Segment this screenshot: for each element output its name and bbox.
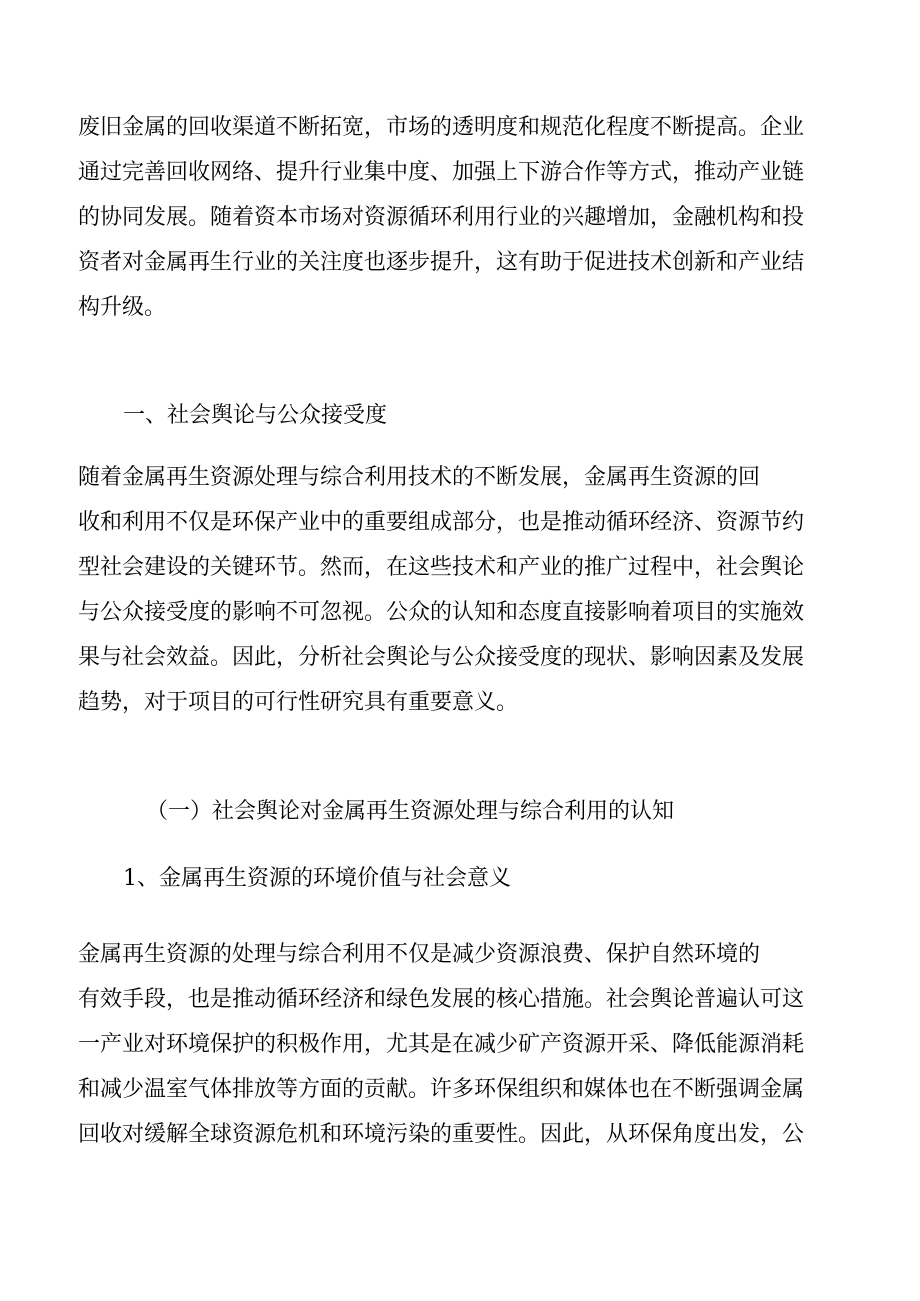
text-line: 通过完善回收网络、提升行业集中度、加强上下游合作等方式，推动产业链 [78,160,805,185]
text-line: 一产业对环境保护的积极作用，尤其是在减少矿产资源开采、降低能源消耗 [78,1032,805,1057]
text-line: 与公众接受度的影响不可忽视。公众的认知和态度直接影响着项目的实施效 [78,600,805,625]
text-line: 金属再生资源的处理与综合利用不仅是减少资源浪费、保护自然环境的 [78,942,761,967]
section-heading-public-opinion: 一、社会舆论与公众接受度 [123,403,388,428]
text-line: 收和利用不仅是环保产业中的重要组成部分，也是推动循环经济、资源节约 [78,510,805,535]
text-line: 型社会建设的关键环节。然而，在这些技术和产业的推广过程中，社会舆论 [78,555,805,580]
subsection-heading-social-perception: （一）社会舆论对金属再生资源处理与综合利用的认知 [146,799,675,824]
text-line: 随着金属再生资源处理与综合利用技术的不断发展，金属再生资源的回 [78,465,761,490]
text-line: 有效手段，也是推动循环经济和绿色发展的核心措施。社会舆论普遍认可这 [78,987,805,1012]
paragraph-public-acceptance-intro [78,455,844,725]
text-line: 构升级。 [78,295,167,320]
text-line: 趋势，对于项目的可行性研究具有重要意义。 [78,690,519,715]
text-line: 回收对缓解全球资源危机和环境污染的重要性。因此，从环保角度出发，公 [78,1122,805,1147]
paragraph-recycling-channels [78,105,844,330]
subsubsection-heading-environmental-value: 1、金属再生资源的环境价值与社会意义 [123,866,511,891]
paragraph-environmental-value [78,932,844,1157]
text-line: 果与社会效益。因此，分析社会舆论与公众接受度的现状、影响因素及发展 [78,645,805,670]
text-line: 资者对金属再生行业的关注度也逐步提升，这有助于促进技术创新和产业结 [78,250,805,275]
text-line: 和减少温室气体排放等方面的贡献。许多环保组织和媒体也在不断强调金属 [78,1077,805,1102]
text-line: 的协同发展。随着资本市场对资源循环利用行业的兴趣增加，金融机构和投 [78,205,805,230]
text-line: 废旧金属的回收渠道不断拓宽，市场的透明度和规范化程度不断提高。企业 [78,115,805,140]
